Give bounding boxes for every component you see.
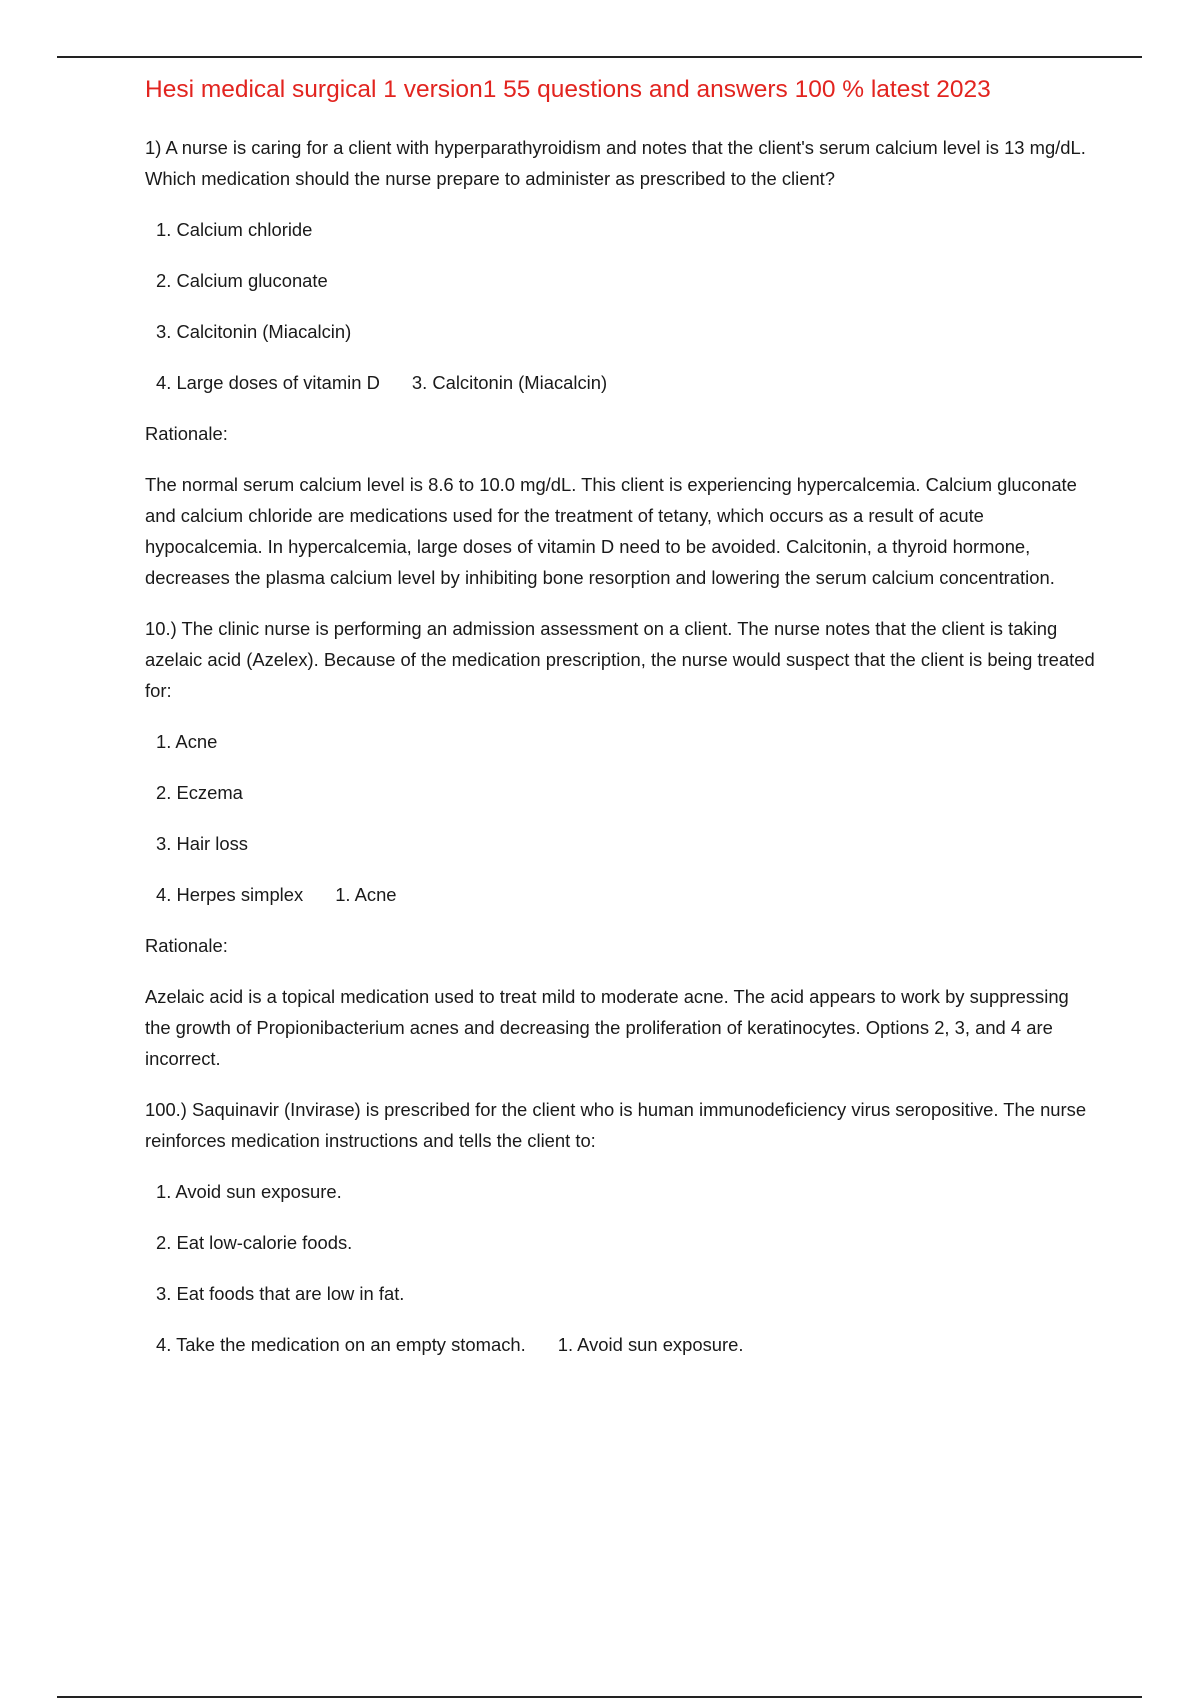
option-text: 4. Take the medication on an empty stomach. [156, 1334, 526, 1355]
option-list [145, 214, 1095, 398]
option-text: 4. Large doses of vitamin D [156, 372, 380, 393]
question-stem: 100.) Saquinavir (Invirase) is prescribed for the client who is human immunodeficiency virus seropositive. The nurse reinforces medication instructions and tells the client to: [145, 1099, 1087, 1151]
question-block-2 [145, 613, 1095, 1074]
rationale-label: Rationale: [145, 423, 228, 444]
option-item-last [156, 367, 1095, 398]
question-stem: 10.) The clinic nurse is performing an admission assessment on a client. The nurse notes that the client is taking azelaic acid (Azelex). Because of the medication prescription, the nurse would suspect that the client is being treated for: [145, 618, 1095, 701]
option-item: 2. Eat low-calorie foods. [156, 1232, 353, 1253]
option-item: 3. Eat foods that are low in fat. [156, 1283, 405, 1304]
question-stem: 1) A nurse is caring for a client with hyperparathyroidism and notes that the client's serum calcium level is 13 mg/dL. Which medication should the nurse prepare to administer as prescribed to the client? [145, 137, 1086, 189]
rationale-text: Azelaic acid is a topical medication used to treat mild to moderate acne. The acid appears to work by suppressing the growth of Propionibacterium acnes and decreasing the proliferation of keratinocytes. Options 2, 3, and 4 are incorrect. [145, 986, 1069, 1069]
correct-answer: 3. Calcitonin (Miacalcin) [411, 372, 608, 393]
option-item: 3. Hair loss [156, 833, 248, 854]
option-item-last [156, 879, 1095, 910]
rationale-label: Rationale: [145, 935, 228, 956]
bottom-rule [57, 1696, 1142, 1698]
correct-answer: 1. Avoid sun exposure. [557, 1334, 744, 1355]
option-item: 1. Acne [156, 731, 218, 752]
top-rule [57, 56, 1142, 58]
option-item: 3. Calcitonin (Miacalcin) [156, 321, 352, 342]
correct-answer: 1. Acne [335, 884, 397, 905]
option-list [145, 1176, 1095, 1360]
question-block-1 [145, 132, 1095, 593]
rationale-text: The normal serum calcium level is 8.6 to 10.0 mg/dL. This client is experiencing hypercalcemia. Calcium gluconate and calcium chloride are medications used for the treatment of tetany, which occurs as a result of acute hypocalcemia. In hypercalcemia, large doses of vitamin D need to be avoided. Calcitonin, a thyroid hormone, decreases the plasma calcium level by inhibiting bone resorption and lowering the serum calcium concentration. [145, 474, 1077, 588]
option-item: 2. Calcium gluconate [156, 270, 328, 291]
option-item: 1. Avoid sun exposure. [156, 1181, 342, 1202]
page-content [145, 72, 1095, 1380]
option-list [145, 726, 1095, 910]
document-title: Hesi medical surgical 1 version1 55 questions and answers 100 % latest 2023 [145, 76, 991, 103]
option-item: 1. Calcium chloride [156, 219, 313, 240]
option-text: 4. Herpes simplex [156, 884, 304, 905]
option-item: 2. Eczema [156, 782, 243, 803]
option-item-last [156, 1329, 1095, 1360]
question-block-3 [145, 1094, 1095, 1360]
